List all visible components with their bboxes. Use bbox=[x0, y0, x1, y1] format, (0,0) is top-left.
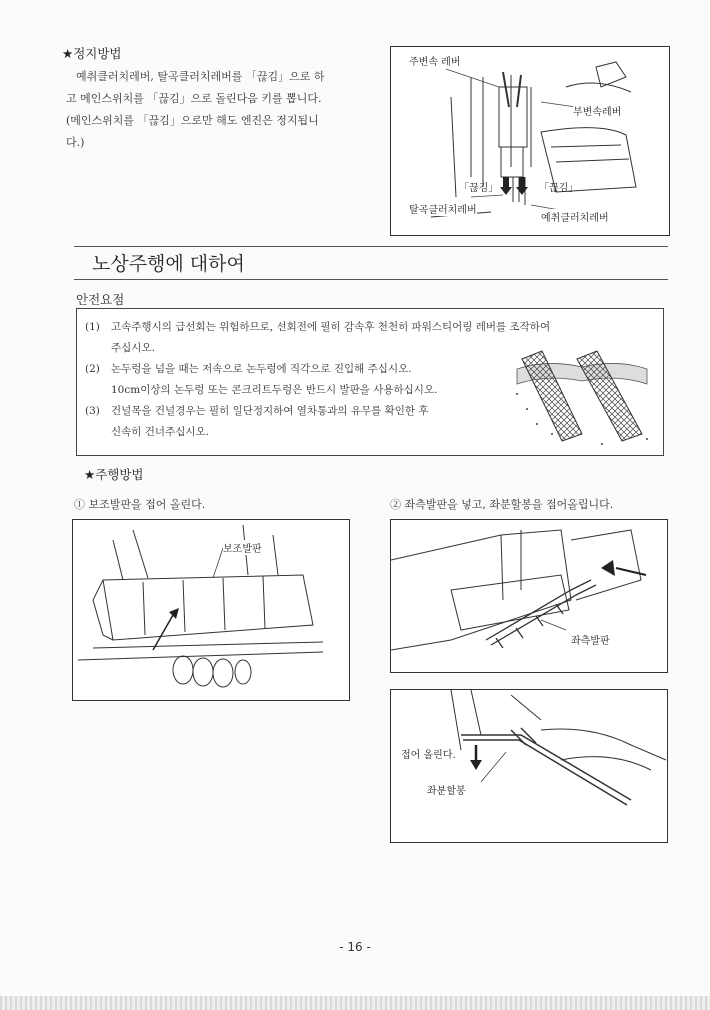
label-left-step: 좌측발판 bbox=[571, 632, 610, 647]
stop-line-2: 고 메인스위치를 「끊김」으로 돌린다음 키를 뽑니다. bbox=[66, 92, 322, 105]
label-fold-up: 접어 올린다. bbox=[401, 750, 456, 761]
label-aux-step: 보조발판 bbox=[223, 540, 262, 555]
safety-box bbox=[76, 308, 664, 456]
stop-method-body bbox=[66, 66, 366, 154]
left-step-figure bbox=[390, 519, 668, 673]
label-threshing-clutch-lever: 탈곡클러치레버 bbox=[409, 201, 477, 216]
stop-method-heading: ★정지방법 bbox=[62, 46, 122, 61]
page-number: - 16 - bbox=[339, 940, 371, 954]
safety-list bbox=[85, 317, 551, 443]
label-off-left: 「끊김」 bbox=[459, 183, 499, 194]
label-left-divider-rod: 좌분할봉 bbox=[427, 782, 466, 797]
label-main-shift-lever: 주변속 레버 bbox=[409, 53, 460, 68]
aux-step-figure bbox=[72, 519, 350, 701]
aux-step-illustration bbox=[73, 520, 349, 700]
section-bottom-rule bbox=[74, 279, 668, 280]
stop-line-3: (메인스위치를 「끊김」으로만 해도 엔진은 정지됩니 bbox=[66, 114, 319, 127]
safety-item: (2) 논두렁을 넘을 때는 저속으로 논두렁에 직각으로 진입해 주십시오. 10cm이상의 논두렁 또는 콘크리트두렁은 반드시 발판을 사용하십시오. bbox=[85, 363, 438, 396]
travel-step-1: ① 보조발판을 접어 올린다. bbox=[74, 498, 206, 511]
label-reaping-clutch-lever: 예취클러치레버 bbox=[541, 209, 609, 224]
section-top-rule bbox=[74, 246, 668, 247]
safety-item: (3) 건널목을 건널경우는 필히 일단정지하여 열차통과의 유무를 확인한 후 신속히 건너주십시오. bbox=[85, 405, 429, 438]
section-title: 노상주행에 대하여 bbox=[92, 253, 245, 275]
scan-edge bbox=[0, 996, 710, 1010]
stop-line-1: 예취클러치레버, 탈곡클러치레버를 「끊김」으로 하 bbox=[76, 70, 325, 83]
left-divider-illustration bbox=[391, 690, 667, 842]
ramp-illustration bbox=[507, 339, 657, 449]
travel-method-heading: ★주행방법 bbox=[84, 467, 144, 482]
left-step-illustration bbox=[391, 520, 667, 672]
stop-line-4: 다.) bbox=[66, 136, 85, 149]
lever-figure bbox=[390, 46, 670, 236]
safety-item: (1) 고속주행시의 급선회는 위험하므로, 선회전에 필히 감속후 천천히 파워스티어링 레버를 조작하여 주십시오. bbox=[85, 321, 551, 354]
travel-step-2: ② 좌측발판을 넣고, 좌분할봉을 접어올립니다. bbox=[390, 498, 614, 511]
label-off-right: 「끊김」 bbox=[539, 183, 579, 194]
label-sub-shift-lever: 부변속레버 bbox=[573, 103, 621, 118]
safety-heading: 안전요점 bbox=[76, 292, 125, 307]
left-divider-figure bbox=[390, 689, 668, 843]
